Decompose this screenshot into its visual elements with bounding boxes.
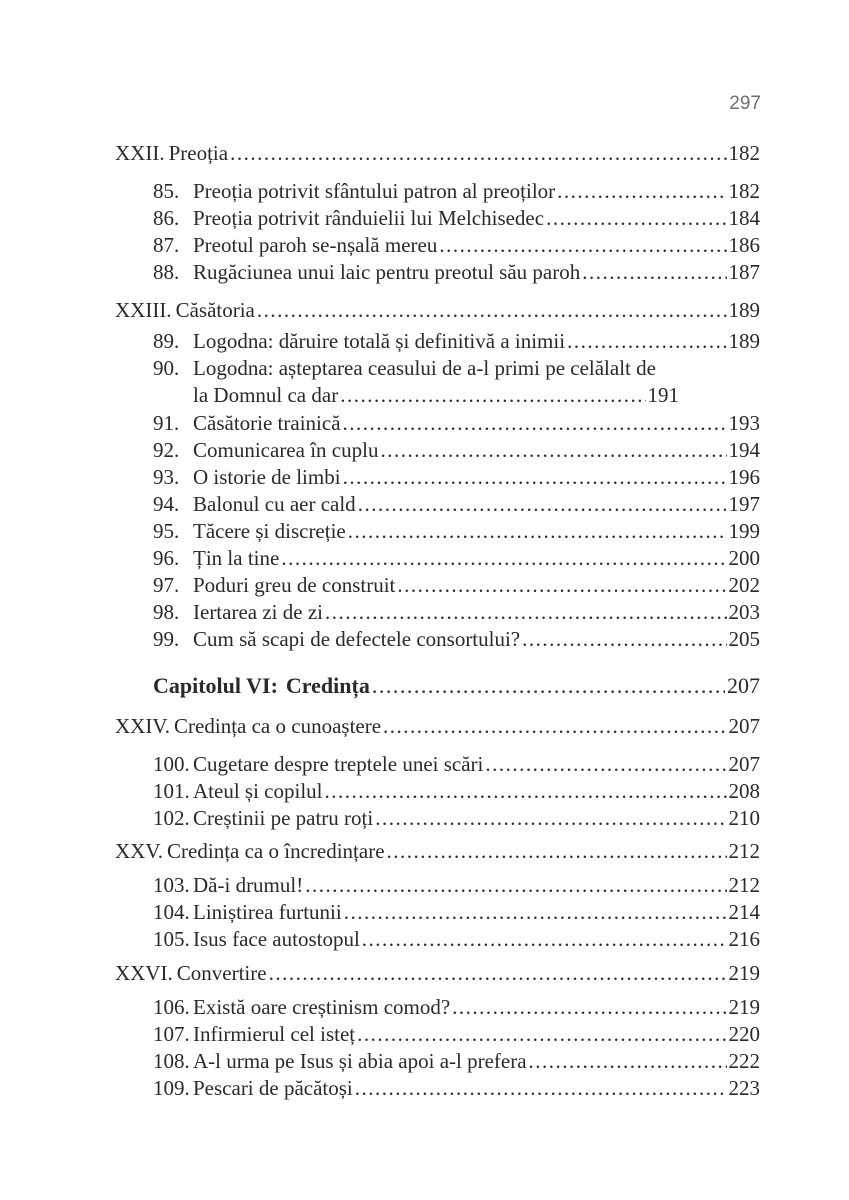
dot-leader [325,599,727,625]
dot-leader [343,410,727,436]
dot-leader [380,437,726,463]
toc-entry-title: Logodna: așteptarea ceasului de a-l primi pe celălalt de [193,356,656,380]
toc-item[interactable] [153,899,760,925]
toc-entry-number: 98. [153,600,180,624]
dot-leader [375,805,726,831]
toc-entry-page: 184 [728,206,760,230]
dot-leader [452,994,726,1020]
toc-item[interactable] [153,778,760,804]
toc-entry-page: 182 [728,141,760,165]
toc-section[interactable] [115,297,760,323]
toc-entry-page: 200 [728,546,760,570]
toc-entry-number: 107. [153,1022,190,1046]
toc-entry-title: Credința ca o încredințare [167,839,385,863]
dot-leader [485,751,726,777]
toc-section[interactable] [115,960,760,986]
toc-entry-title: Iertarea zi de zi [193,600,323,624]
toc-item[interactable] [153,994,760,1020]
toc-item[interactable] [153,355,760,381]
toc-section[interactable] [115,713,760,739]
dot-leader [269,960,727,986]
toc-entry-page: 212 [728,873,760,897]
toc-item[interactable] [153,464,760,490]
toc-entry-number: 109. [153,1076,190,1100]
toc-entry-page: 193 [728,411,760,435]
toc-entry-title: Isus face autostopul [193,927,360,951]
dot-leader [343,464,727,490]
toc-entry-number: 97. [153,573,180,597]
toc-item[interactable] [153,259,760,285]
toc-entry-title: Comunicarea în cuplu [193,438,379,462]
toc-entry-title: Dă-i drumul! [193,873,304,897]
toc-entry-page: 212 [728,839,760,863]
dot-leader [257,297,727,323]
toc-item[interactable] [153,626,760,652]
dot-leader [281,545,726,571]
toc-entry-page: 210 [728,806,760,830]
dot-leader [348,518,727,544]
toc-entry-page: 207 [727,673,760,698]
dot-leader [387,838,727,864]
toc-entry-number: 95. [153,519,180,543]
toc-entry-page: 219 [728,961,760,985]
toc-entry-title: Țin la tine [193,546,280,570]
toc-entry-number: 85. [153,179,180,203]
toc-entry-page: 189 [728,329,760,353]
dot-leader [522,626,726,652]
dot-leader [344,899,727,925]
toc-entry-number: 102. [153,806,190,830]
toc-entry-page: 187 [728,260,760,284]
toc-item-continuation[interactable] [193,382,679,408]
toc-entry-page: 197 [728,492,760,516]
toc-entry-title: A-l urma pe Isus și abia apoi a-l prefera [193,1049,527,1073]
dot-leader [358,491,727,517]
toc-item[interactable] [153,805,760,831]
dot-leader [546,205,726,231]
toc-entry-title: Infirmierul cel isteț [193,1022,356,1046]
toc-entry-page: 196 [728,465,760,489]
toc-entry-title: Convertire [176,961,267,985]
toc-item[interactable] [153,872,760,898]
toc-item[interactable] [153,518,760,544]
dot-leader [383,713,726,739]
toc-entry-title: Rugăciunea unui laic pentru preotul său paroh [193,260,581,284]
dot-leader [357,1021,726,1047]
toc-entry-title: Cum să scapi de defectele consortului? [193,627,521,651]
toc-entry-title: Preoția potrivit rânduielii lui Melchisedec [193,206,545,230]
dot-leader [439,232,726,258]
dot-leader [557,178,726,204]
toc-entry-page: 191 [647,383,679,407]
toc-item[interactable] [153,410,760,436]
dot-leader [372,673,725,699]
dot-leader [325,778,727,804]
toc-entry-page: 186 [728,233,760,257]
toc-entry-number: 88. [153,260,180,284]
toc-entry-number: 103. [153,873,190,897]
toc-entry-number: 94. [153,492,180,516]
toc-entry-title: Balonul cu aer cald [193,492,356,516]
toc-item[interactable] [153,232,760,258]
toc-item[interactable] [153,545,760,571]
toc-entry-number: Capitolul VI: [153,673,278,698]
dot-leader [362,926,727,952]
toc-item[interactable] [153,599,760,625]
toc-entry-title: Creștinii pe patru roți [193,806,374,830]
toc-item[interactable] [153,328,760,354]
toc-entry-title: Căsătoria [175,298,255,322]
toc-entry-number: XXII. [115,141,165,165]
toc-entry-title: O istorie de limbi [193,465,341,489]
toc-entry-number: 96. [153,546,180,570]
dot-leader [582,259,726,285]
toc-entry-page: 208 [728,779,760,803]
toc-item[interactable] [153,437,760,463]
toc-entry-page: 216 [728,927,760,951]
toc-entry-page: 189 [728,298,760,322]
toc-entry-title: Căsătorie trainică [193,411,341,435]
toc-item[interactable] [153,491,760,517]
toc-entry-number: 106. [153,995,190,1019]
toc-entry-title: Preoția potrivit sfântului patron al preoților [193,179,556,203]
toc-entry-title: Ateul și copilul [193,779,323,803]
toc-entry-number: 87. [153,233,180,257]
toc-entry-page: 223 [728,1076,760,1100]
toc-entry-page: 219 [728,995,760,1019]
toc-entry-title: Liniștirea furtunii [193,900,342,924]
toc-entry-title: Există oare creștinism comod? [193,995,451,1019]
toc-entry-number: 101. [153,779,190,803]
toc-entry-page: 194 [728,438,760,462]
toc-entry-page: 207 [728,752,760,776]
toc-entry-number: XXIII. [115,298,172,322]
toc-entry-title: Credința ca o cunoaștere [174,714,382,738]
dot-leader [340,382,645,408]
toc-item[interactable] [153,1075,760,1101]
toc-entry-page: 202 [728,573,760,597]
toc-entry-number: 104. [153,900,190,924]
toc-entry-page: 220 [728,1022,760,1046]
toc-entry-number: 105. [153,927,190,951]
toc-entry-number: 92. [153,438,180,462]
toc-entry-number: 86. [153,206,180,230]
dot-leader [230,140,726,166]
toc-item[interactable] [153,926,760,952]
toc-section[interactable] [115,838,760,864]
dot-leader [305,872,726,898]
toc-entry-number: XXV. [115,839,164,863]
toc-entry-page: 207 [728,714,760,738]
toc-entry-page: 182 [728,179,760,203]
toc-entry-number: 89. [153,329,180,353]
toc-entry-number: 93. [153,465,180,489]
toc-entry-title: Pescari de păcătoși [193,1076,353,1100]
toc-entry-number: XXVI. [115,961,173,985]
toc-item[interactable] [153,205,760,231]
toc-entry-title: Tăcere și discreție [193,519,346,543]
toc-entry-page: 214 [728,900,760,924]
toc-entry-title: Preotul paroh se-nșală mereu [193,233,438,257]
toc-entry-number: 108. [153,1049,190,1073]
toc-entry-number: 99. [153,627,180,651]
toc-entry-title: Poduri greu de construit [193,573,396,597]
dot-leader [529,1048,727,1074]
toc-entry-number: 100. [153,752,190,776]
toc-item[interactable] [153,1021,760,1047]
toc-entry-number: XXIV. [115,714,171,738]
toc-entry-page: 199 [728,519,760,543]
toc-item[interactable] [153,751,760,777]
dot-leader [567,328,726,354]
dot-leader [355,1075,727,1101]
toc-entry-number: 90. [153,356,180,380]
toc-entry-title: Credința [285,673,370,698]
toc-item[interactable] [153,178,760,204]
toc-chapter[interactable] [153,673,760,699]
toc-entry-title: Logodna: dăruire totală și definitivă a inimii [193,329,566,353]
toc-entry-page: 205 [728,627,760,651]
toc-item[interactable] [153,572,760,598]
toc-entry-number: 91. [153,411,180,435]
toc-entry-title: Preoția [168,141,229,165]
dot-leader [397,572,726,598]
toc-entry-title: Cugetare despre treptele unei scări [193,752,484,776]
toc-entry-page: 222 [728,1049,760,1073]
page-number: 297 [729,93,761,114]
toc-entry-page: 203 [728,600,760,624]
toc-entry-title-continuation: la Domnul ca dar [193,383,339,407]
toc-section[interactable] [115,140,760,166]
toc-item[interactable] [153,1048,760,1074]
